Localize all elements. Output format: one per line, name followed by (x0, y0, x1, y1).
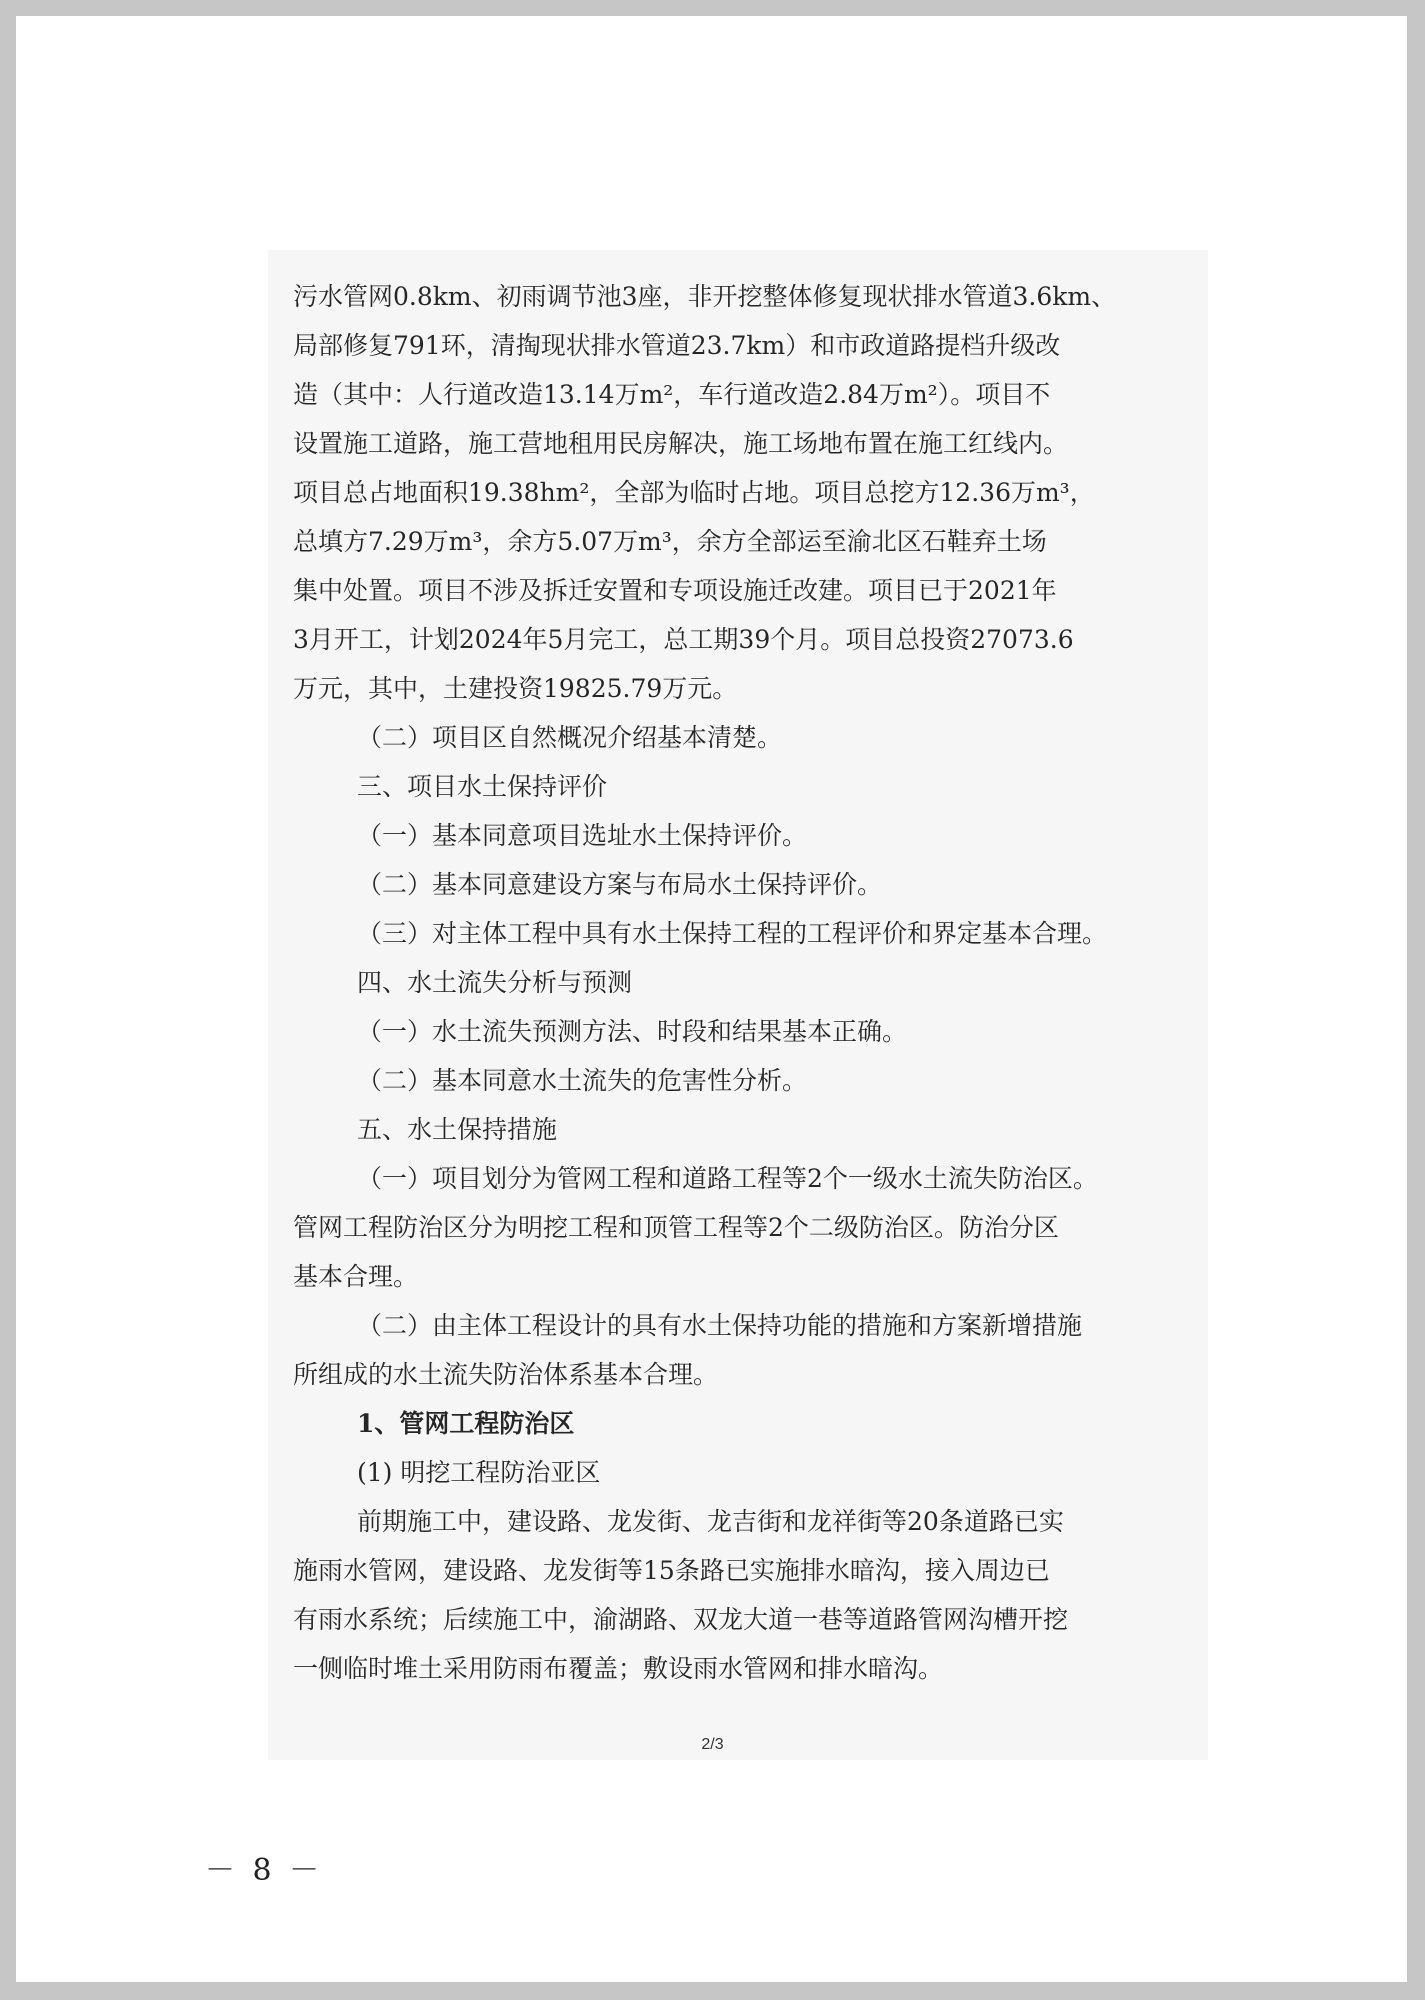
document-line: （二）由主体工程设计的具有水土保持功能的措施和方案新增措施 (357, 1311, 1083, 1340)
document-line: 1、管网工程防治区 (357, 1409, 575, 1438)
document-line: 四、水土流失分析与预测 (357, 968, 633, 997)
document-line: 造（其中：人行道改造13.14万m²，车行道改造2.84万m²）。项目不 (293, 380, 1051, 409)
document-line: (1) 明挖工程防治亚区 (357, 1458, 601, 1487)
document-line: （二）基本同意建设方案与布局水土保持评价。 (357, 870, 883, 899)
document-line: 所组成的水土流失防治体系基本合理。 (293, 1360, 719, 1389)
document-line: 设置施工道路，施工营地租用民房解决，施工场地布置在施工红线内。 (293, 429, 1069, 458)
document-line: 3月开工，计划2024年5月完工，总工期39个月。项目总投资27073.6 (293, 625, 1074, 654)
document-line: （一）基本同意项目选址水土保持评价。 (357, 821, 808, 850)
document-line: 总填方7.29万m³，余方5.07万m³，余方全部运至渝北区石鞋弃土场 (293, 527, 1047, 556)
footer-page-number: － 8 － (205, 1853, 324, 1888)
scan-page-number: 2/3 (701, 1736, 724, 1753)
document-line: 一侧临时堆土采用防雨布覆盖；敷设雨水管网和排水暗沟。 (293, 1654, 944, 1683)
document-line: 三、项目水土保持评价 (357, 772, 608, 801)
document-line: （一）项目划分为管网工程和道路工程等2个一级水土流失防治区。 (357, 1164, 1098, 1193)
document-line: 集中处置。项目不涉及拆迁安置和专项设施迁改建。项目已于2021年 (293, 576, 1057, 605)
document-line: （二）基本同意水土流失的危害性分析。 (357, 1066, 808, 1095)
document-line: （三）对主体工程中具有水土保持工程的工程评价和界定基本合理。 (357, 919, 1108, 948)
document-line: 有雨水系统；后续施工中，渝湖路、双龙大道一巷等道路管网沟槽开挖 (293, 1605, 1069, 1634)
document-line: （二）项目区自然概况介绍基本清楚。 (357, 723, 783, 752)
document-line: 污水管网0.8km、初雨调节池3座，非开挖整体修复现状排水管道3.6km、 (293, 282, 1117, 311)
document-line: 局部修复791环，清掏现状排水管道23.7km）和市政道路提档升级改 (293, 331, 1061, 360)
document-line: 管网工程防治区分为明挖工程和顶管工程等2个二级防治区。防治分区 (293, 1213, 1059, 1242)
document-line: 项目总占地面积19.38hm²，全部为临时占地。项目总挖方12.36万m³， (293, 478, 1095, 507)
document-line: 五、水土保持措施 (357, 1115, 558, 1144)
document-line: 基本合理。 (293, 1262, 419, 1291)
document-line: （一）水土流失预测方法、时段和结果基本正确。 (357, 1017, 908, 1046)
document-line: 前期施工中，建设路、龙发街、龙吉街和龙祥街等20条道路已实 (357, 1507, 1064, 1536)
document-body (293, 272, 1213, 1693)
document-line: 施雨水管网，建设路、龙发街等15条路已实施排水暗沟，接入周边已 (293, 1556, 1050, 1585)
document-line: 万元，其中，土建投资19825.79万元。 (293, 674, 738, 703)
